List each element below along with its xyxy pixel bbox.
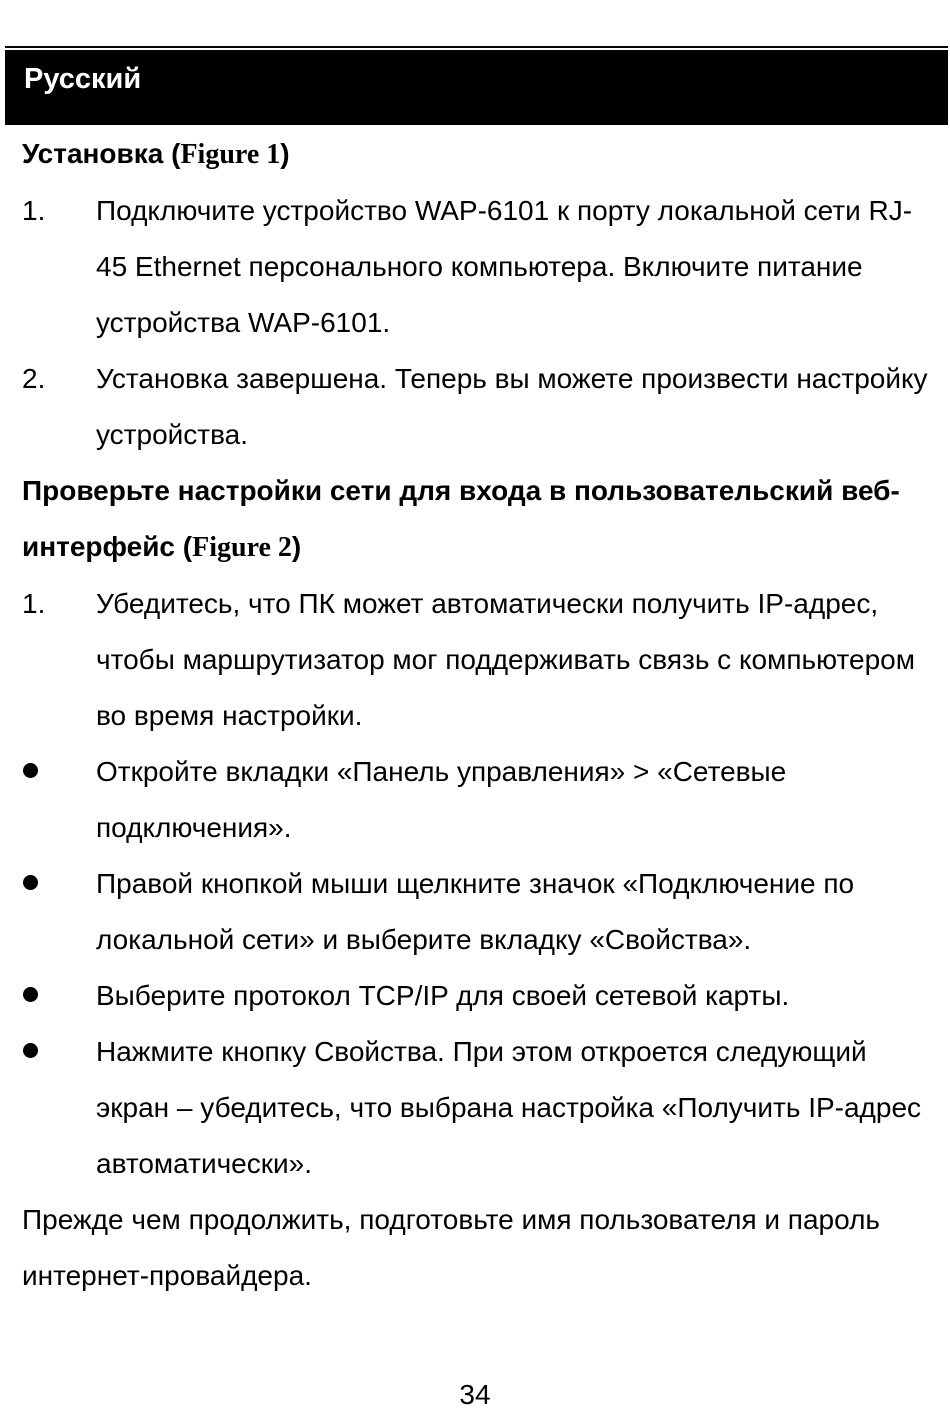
network-settings-heading-text: Проверьте настройки сети для входа в пользовательский веб-интерфейс ( xyxy=(22,475,900,562)
step-text: Убедитесь, что ПК может автоматически получить IP-адрес, чтобы маршрутизатор мог поддерживать связь с компьютером во время настройки. xyxy=(96,588,915,731)
bullet-text: Откройте вкладки «Панель управления» > «Сетевые подключения». xyxy=(96,756,787,843)
installation-heading-close: ) xyxy=(280,138,290,169)
bullet-dot-icon xyxy=(23,987,38,1002)
step-number: 1. xyxy=(22,195,46,226)
bullet-dot-icon xyxy=(23,875,38,890)
figure-2-reference: Figure 2 xyxy=(192,532,292,563)
network-step-1 xyxy=(22,576,932,744)
bullet-text: Нажмите кнопку Свойства. При этом откроется следующий экран – убедитесь, что выбрана настройка «Получить IP-адрес автоматически». xyxy=(96,1036,922,1179)
bullet-item xyxy=(22,856,932,968)
install-step-1 xyxy=(22,183,932,351)
bullet-marker xyxy=(22,856,96,968)
bullet-text: Правой кнопкой мыши щелкните значок «Подключение по локальной сети» и выберите вкладку «Свойства». xyxy=(96,868,855,955)
bullet-dot-icon xyxy=(23,1043,38,1058)
network-settings-heading-close: ) xyxy=(291,531,302,562)
bullet-item xyxy=(22,968,932,1024)
figure-1-reference: Figure 1 xyxy=(180,139,281,170)
closing-paragraph: Прежде чем продолжить, подготовьте имя пользователя и пароль интернет-провайдера. xyxy=(22,1204,880,1291)
language-banner xyxy=(5,50,948,125)
bullet-marker xyxy=(22,744,96,856)
step-number: 2. xyxy=(22,363,46,394)
step-text: Установка завершена. Теперь вы можете произвести настройку устройства. xyxy=(96,363,928,450)
language-title: Русский xyxy=(24,63,142,95)
install-step-2 xyxy=(22,351,932,463)
document-content xyxy=(22,126,932,1304)
page-number: 34 xyxy=(459,1379,491,1410)
bullet-item xyxy=(22,1024,932,1192)
step-number: 1. xyxy=(22,588,46,619)
bullet-marker xyxy=(22,968,96,1024)
network-settings-heading xyxy=(22,463,932,576)
header-top-rule xyxy=(5,46,948,48)
bullet-item xyxy=(22,744,932,856)
step-text: Подключите устройство WAP-6101 к порту локальной сети RJ-45 Ethernet персонального компьютера. Включите питание устройства WAP-6101. xyxy=(96,195,913,338)
bullet-text: Выберите протокол TCP/IP для своей сетевой карты. xyxy=(96,980,790,1011)
bullet-dot-icon xyxy=(23,763,38,778)
installation-heading xyxy=(22,126,932,183)
bullet-marker xyxy=(22,1024,96,1192)
installation-heading-text: Установка ( xyxy=(22,138,181,169)
